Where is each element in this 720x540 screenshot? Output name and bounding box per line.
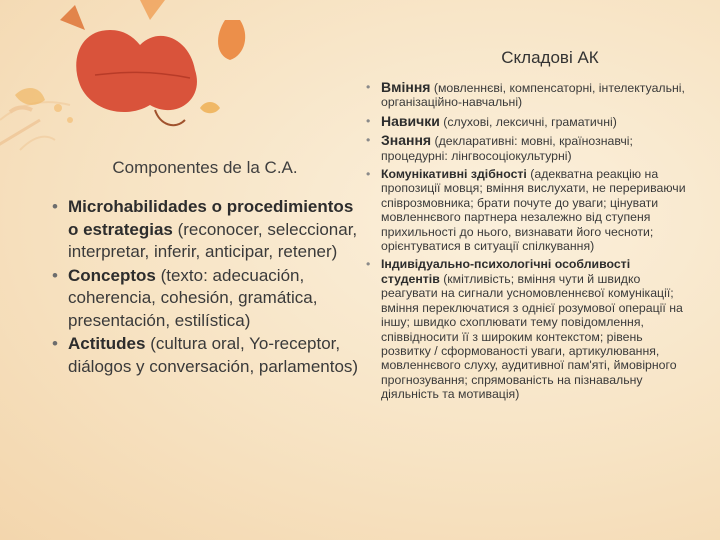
list-item: • Вміння (мовленнєві, компенсаторні, інтелектуальні, організаційно-навчальні) (362, 80, 692, 110)
left-title: Componentes de la C.A. (112, 158, 298, 177)
list-item: • Знання (декларативні: мовні, країнознавчі; процедурні: лінгвосоціокультурні) (362, 133, 692, 163)
list-item: • Actitudes (cultura oral, Yo-receptor, diálogos y conversación, parlamentos) (40, 333, 360, 378)
right-list (362, 80, 692, 402)
autumn-leaves-decoration (0, 0, 360, 170)
left-column (40, 158, 360, 379)
list-item: • Індивідуально-психологічні особливості студентів (кмітливість; вміння чути й швидко реагувати на сигнали усномовленнєвої комунікації; вміння переключатися з однієї розумової операції на іншу; швидко схоплювати тему повідомлення, співвідносити її з широким контекстом; рівень розвитку / сформованості уваги, артикулювання, мовленнєвого слуху, аудитивної пам'яті, ймовірного прогнозування; спрямованість на пізнавальну діяльність та мотивація) (362, 257, 692, 401)
right-title: Складові АК (501, 48, 599, 67)
list-item: • Conceptos (texto: adecuación, coherencia, cohesión, gramática, presentación, estilística) (40, 265, 360, 333)
list-item: • Комунікативні здібності (адекватна реакцію на пропозиції мовця; вміння вислухати, не перериваючи співрозмовника; брати почуте до уваги; цінувати мовленнєвого партнера незалежно від ступеня прихильності до нього, визнавати його чесноти; орієнтуватися в ситуації спілкування) (362, 167, 692, 253)
left-list (40, 196, 360, 378)
list-item: • Microhabilidades o procedimientos o estrategias (reconocer, seleccionar, interpretar, inferir, anticipar, retener) (40, 196, 360, 264)
right-column (362, 80, 692, 406)
list-item: • Навички (слухові, лексичні, граматичні) (362, 114, 692, 129)
